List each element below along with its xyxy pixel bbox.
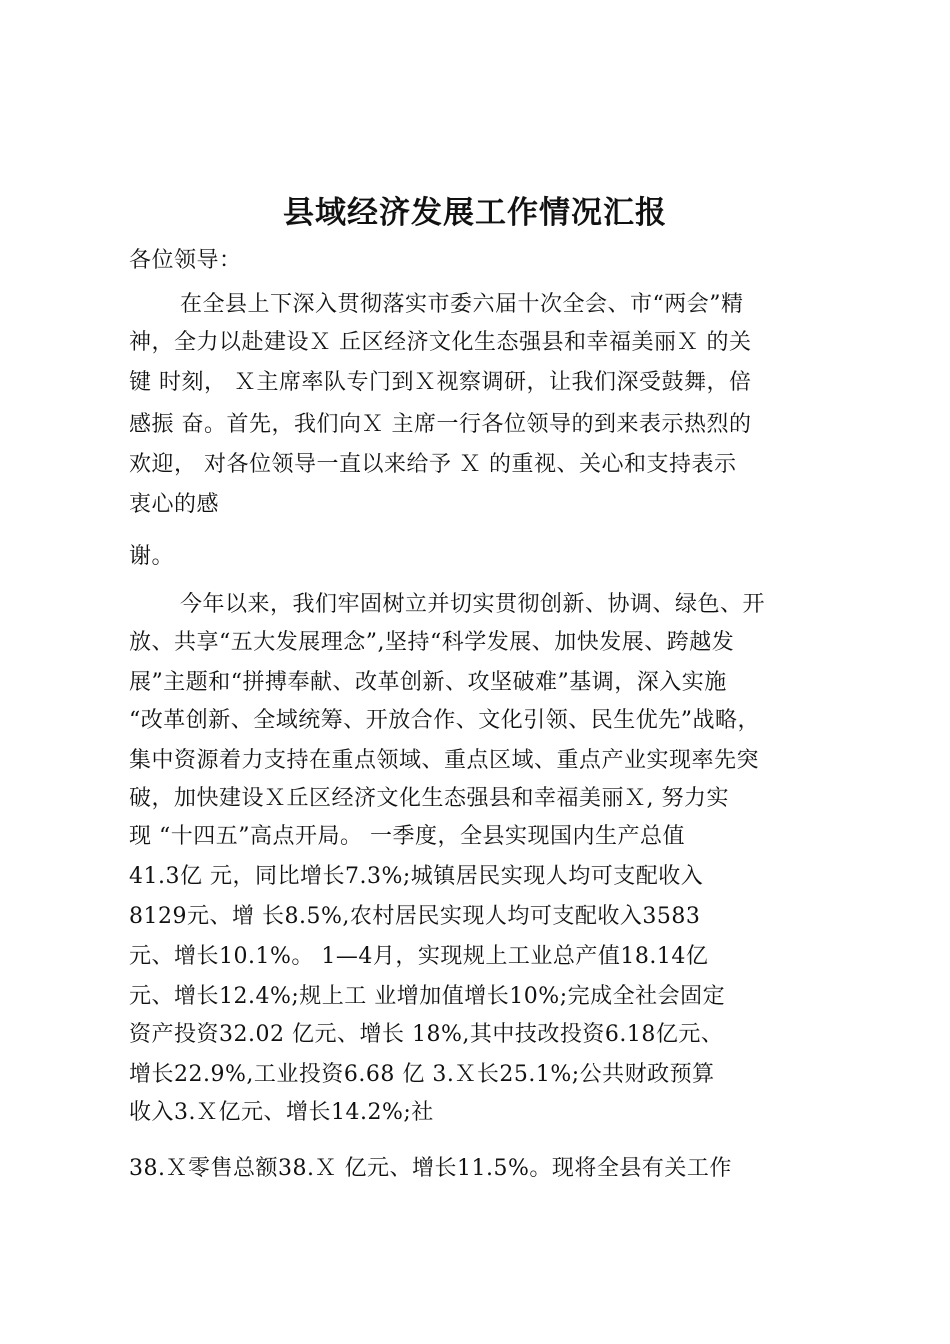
paragraph-2-line-13: 增长22.9%,工业投资6.68 亿 3.Ｘ长25.1%;公共财政预算 [129, 1062, 715, 1087]
paragraph-1-line-1: 在全县上下深入贯彻落实市委六届十次全会、市“两会”精 [180, 292, 744, 317]
paragraph-1-line-2: 神，全力以赴建设Ｘ 丘区经济文化生态强县和幸福美丽Ｘ 的关 [129, 330, 752, 355]
paragraph-2-end: 38.Ｘ零售总额38.Ｘ 亿元、增长11.5%。现将全县有关工作 [129, 1156, 732, 1181]
document-title: 县域经济发展工作情况汇报 [283, 195, 667, 231]
paragraph-2-line-9: 8129元、增 长8.5%,农村居民实现人均可支配收入3583 [129, 904, 701, 929]
paragraph-1-line-6: 衷心的感 [129, 492, 220, 517]
paragraph-1-end: 谢。 [129, 544, 175, 569]
paragraph-2-line-2: 放、共享“五大发展理念”,坚持“科学发展、加快发展、跨越发 [129, 630, 735, 655]
paragraph-2-line-5: 集中资源着力支持在重点领域、重点区域、重点产业实现率先突 [129, 748, 760, 773]
salutation: 各位领导： [129, 248, 242, 273]
paragraph-2-line-14: 收入3.Ｘ亿元、增长14.2%;社 [129, 1100, 434, 1125]
paragraph-1-line-4: 感振 奋。首先，我们向Ｘ 主席一行各位领导的到来表示热烈的 [129, 412, 752, 437]
paragraph-2-line-7: 现 “十四五”高点开局。 一季度，全县实现国内生产总值 [129, 824, 685, 849]
paragraph-1-line-3: 键 时刻， Ｘ主席率队专门到Ｘ视察调研，让我们深受鼓舞，倍 [129, 370, 752, 395]
paragraph-1-line-5: 欢迎， 对各位领导一直以来给予 Ｘ 的重视、关心和支持表示 [129, 452, 737, 477]
paragraph-2-line-4: “改革创新、全域统筹、开放合作、文化引领、民生优先”战略， [129, 708, 760, 733]
paragraph-2-line-11: 元、增长12.4%;规上工 业增加值增长10%;完成全社会固定 [129, 984, 726, 1009]
paragraph-2-line-1: 今年以来，我们牢固树立并切实贯彻创新、协调、绿色、开 [180, 592, 766, 617]
paragraph-2-line-12: 资产投资32.02 亿元、增长 18%,其中技改投资6.18亿元、 [129, 1022, 724, 1047]
paragraph-2-line-8: 41.3亿 元，同比增长7.3%;城镇居民实现人均可支配收入 [129, 864, 704, 889]
paragraph-2-line-3: 展”主题和“拼搏奉献、改革创新、攻坚破难”基调，深入实施 [129, 670, 727, 695]
paragraph-2-line-6: 破，加快建设Ｘ丘区经济文化生态强县和幸福美丽Ｘ, 努力实 [129, 786, 729, 811]
paragraph-2-line-10: 元、增长10.1%。 1—4月，实现规上工业总产值18.14亿 [129, 944, 709, 969]
